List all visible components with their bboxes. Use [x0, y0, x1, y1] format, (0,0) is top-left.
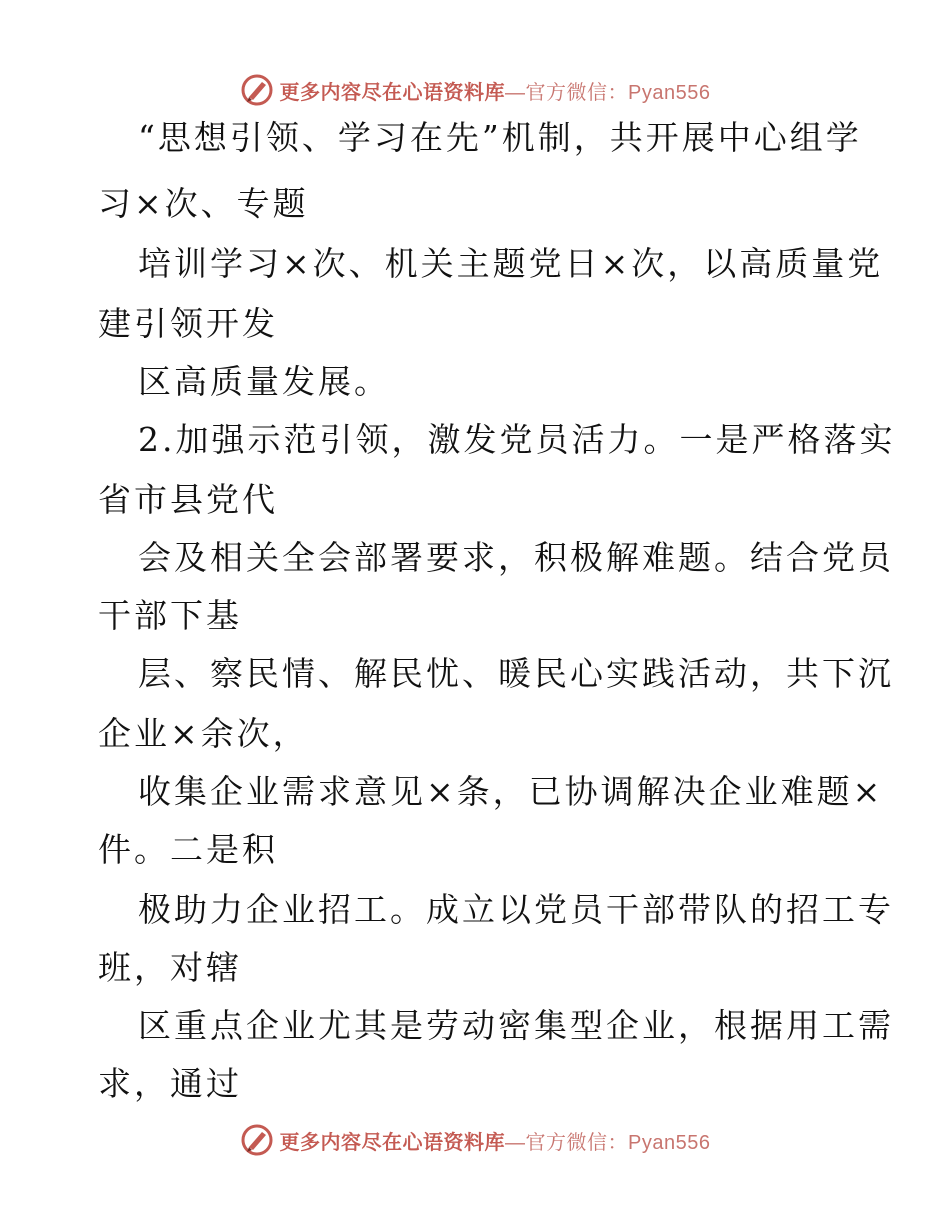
text-line-11: 企业×余次，	[98, 714, 309, 753]
text-line-15: 班，对辖	[98, 948, 242, 987]
text-line-3: 培训学习×次、机关主题党日×次，以高质量党	[138, 244, 884, 283]
text-line-12: 收集企业需求意见×条，已协调解决企业难题×	[138, 772, 884, 811]
watermark-suffix: 官方微信：Pyan556	[525, 1131, 711, 1154]
text-line-8: 会及相关全会部署要求，积极解难题。结合党员	[138, 538, 894, 577]
watermark-dash: —	[505, 1131, 526, 1154]
text-line-16: 区重点企业尤其是劳动密集型企业，根据用工需	[138, 1006, 894, 1045]
watermark-text	[280, 1126, 711, 1155]
watermark-suffix: 官方微信：Pyan556	[525, 81, 711, 104]
text-line-5: 区高质量发展。	[138, 362, 390, 401]
watermark-text	[280, 76, 711, 105]
watermark-brand: 更多内容尽在心语资料库	[279, 1129, 506, 1154]
header-watermark	[0, 70, 950, 110]
pen-seal-icon	[240, 1123, 274, 1157]
text-line-9: 干部下基	[98, 596, 242, 635]
text-line-6: 2.加强示范引领，激发党员活力。一是严格落实	[138, 420, 896, 459]
text-line-13: 件。二是积	[98, 830, 278, 869]
footer-watermark	[0, 1120, 950, 1160]
text-line-2: 习×次、专题	[98, 184, 309, 223]
text-line-10: 层、察民情、解民忧、暖民心实践活动，共下沉	[138, 654, 894, 693]
pen-seal-icon	[240, 73, 274, 107]
watermark-brand: 更多内容尽在心语资料库	[279, 79, 506, 104]
text-line-1: “思想引领、学习在先”机制，共开展中心组学	[138, 118, 862, 157]
text-line-14: 极助力企业招工。成立以党员干部带队的招工专	[138, 890, 894, 929]
text-line-4: 建引领开发	[98, 304, 278, 343]
text-line-17: 求，通过	[98, 1064, 242, 1103]
text-line-7: 省市县党代	[98, 480, 278, 519]
watermark-dash: —	[505, 81, 526, 104]
